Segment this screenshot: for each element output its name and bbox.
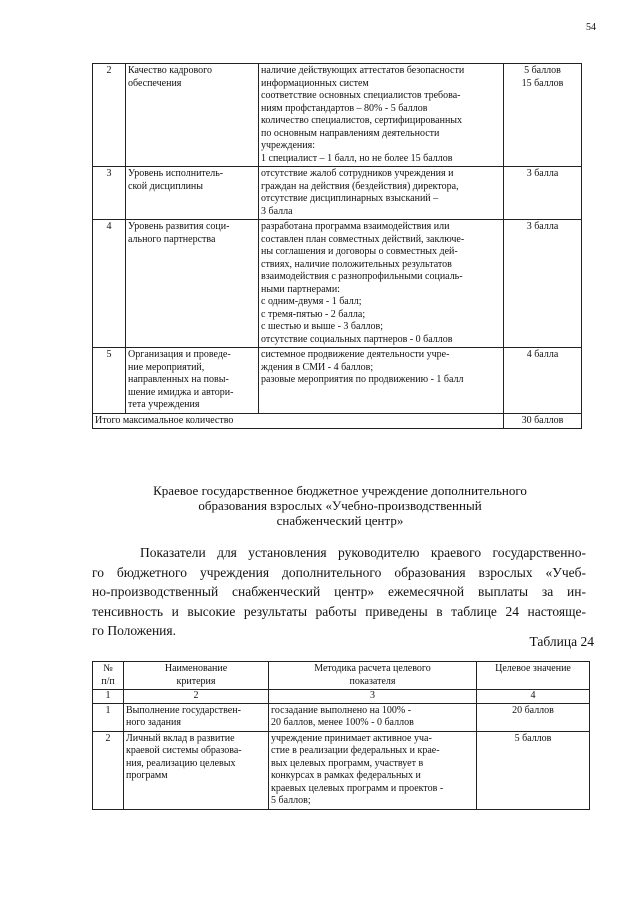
cell-line: 4 балла: [526, 349, 559, 360]
cell-line: стие в реализации федеральных и крае-: [271, 745, 440, 756]
method-cell: [269, 731, 477, 809]
cell-line: 15 баллов: [521, 77, 564, 89]
cell-line: ствиях, наличие положительных результатов: [261, 258, 452, 270]
cell-line: Уровень развития соци-: [128, 221, 230, 232]
row-number: [93, 167, 126, 220]
heading-line: снабженческий центр»: [276, 513, 404, 528]
column-number: [93, 690, 124, 704]
cell-line: отсутствие жалоб сотрудников учреждения и: [261, 168, 454, 179]
cell-line: госзадание выполнено на 100% -: [271, 704, 412, 716]
total-row: [93, 413, 582, 429]
cell-line: Наименование: [164, 663, 228, 674]
cell-line: ской дисциплины: [128, 180, 203, 192]
criteria-table-24-body: [93, 662, 590, 810]
cell-line: п/п: [101, 675, 115, 687]
cell-line: Организация и проведе-: [128, 349, 231, 360]
method-cell: [259, 220, 504, 348]
cell-line: Целевое значение: [495, 663, 571, 674]
cell-line: ниям профстандартов – 80% - 5 баллов: [261, 102, 428, 114]
cell-line: 2: [106, 65, 112, 76]
cell-line: шение имиджа и автори-: [128, 386, 234, 398]
column-number-row: [93, 690, 590, 704]
cell-line: 2: [193, 690, 199, 701]
table-row: [93, 64, 582, 167]
table-row: [93, 731, 590, 809]
total-value: [504, 413, 582, 429]
cell-line: 3 балла: [526, 221, 559, 232]
cell-line: тета учреждения: [128, 399, 200, 410]
cell-line: соответствие основных специалистов требова-: [261, 90, 461, 101]
score-cell: [504, 220, 582, 348]
cell-line: 5 баллов: [514, 732, 552, 744]
row-number: [93, 703, 124, 731]
page-number: 54: [586, 22, 596, 33]
cell-line: 20 баллов: [512, 704, 554, 716]
criterion-cell: [126, 348, 259, 414]
table-row: [93, 703, 590, 731]
score-cell: [504, 64, 582, 167]
cell-line: критерия: [176, 675, 216, 687]
cell-line: Личный вклад в развитие: [126, 732, 235, 744]
method-cell: [269, 703, 477, 731]
cell-line: отсутствие социальных партнеров - 0 баллов: [261, 333, 453, 345]
cell-line: конкурсах в рамках федеральных и: [271, 770, 421, 781]
cell-line: разовые мероприятия по продвижению - 1 балл: [261, 374, 464, 385]
criterion-cell: [124, 703, 269, 731]
column-number: [477, 690, 590, 704]
method-cell: [259, 167, 504, 220]
header-num: [93, 662, 124, 690]
score-cell: [504, 348, 582, 414]
column-number: [269, 690, 477, 704]
criterion-cell: [126, 220, 259, 348]
criteria-table-24: [92, 661, 590, 810]
cell-line: Уровень исполнитель-: [128, 168, 224, 179]
table-caption: Таблица 24: [529, 634, 594, 649]
table-row: [93, 167, 582, 220]
cell-line: 5 баллов: [524, 65, 561, 76]
cell-line: 2: [105, 732, 111, 744]
cell-line: направленных на повы-: [128, 374, 229, 385]
cell-line: Качество кадрового: [128, 65, 212, 76]
score-cell: [504, 167, 582, 220]
cell-line: ния, реализацию целевых: [126, 757, 236, 769]
cell-line: по основным направлениям деятельности: [261, 127, 440, 139]
cell-line: 1 специалист – 1 балл, но не более 15 баллов: [261, 152, 453, 164]
cell-line: учреждения:: [261, 140, 315, 151]
score-cell: [477, 731, 590, 809]
cell-line: системное продвижение деятельности учре-: [261, 349, 450, 360]
cell-line: Итого максимальное количество: [95, 414, 234, 426]
cell-line: составлен план совместных действий, заключе-: [261, 233, 465, 245]
heading-line: Краевое государственное бюджетное учреждение дополнительного: [153, 484, 527, 498]
header-method: [269, 662, 477, 690]
cell-line: 20 баллов, менее 100% - 0 баллов: [271, 717, 414, 728]
table-row: [93, 348, 582, 414]
cell-line: наличие действующих аттестатов безопасности: [261, 65, 465, 76]
cell-line: обеспечения: [128, 77, 182, 89]
criteria-table-continued: [92, 63, 582, 429]
cell-line: учреждение принимает активное уча-: [271, 732, 432, 744]
cell-line: ние мероприятий,: [128, 361, 205, 373]
criterion-cell: [126, 64, 259, 167]
total-label: [93, 413, 504, 429]
cell-line: 3: [106, 168, 112, 179]
score-cell: [477, 703, 590, 731]
paragraph-line: го бюджетного учреждения дополнительного образования взрослых «Учеб-: [92, 564, 586, 580]
cell-line: ждения в СМИ - 4 баллов;: [261, 361, 374, 373]
cell-line: ального партнерства: [128, 233, 216, 245]
cell-line: разработана программа взаимодействия или: [261, 221, 450, 232]
cell-line: 1: [105, 704, 111, 716]
cell-line: №: [103, 663, 113, 674]
paragraph-line: Показатели для установления руководителю краевого государственно-: [140, 545, 586, 560]
body-paragraph: [92, 543, 586, 641]
cell-line: с тремя-пятью - 2 балла;: [261, 308, 366, 320]
column-number: [124, 690, 269, 704]
cell-line: с шестью и выше - 3 баллов;: [261, 321, 384, 332]
header-score: [477, 662, 590, 690]
header-criterion: [124, 662, 269, 690]
cell-line: с одним-двумя - 1 балл;: [261, 296, 362, 307]
cell-line: краевых целевых программ и проектов -: [271, 782, 444, 794]
cell-line: 1: [105, 690, 111, 701]
cell-line: взаимодействия с разнопрофильными социаль-: [261, 271, 463, 282]
cell-line: Выполнение государствен-: [126, 704, 241, 716]
cell-line: вых целевых программ, участвует в: [271, 757, 424, 769]
cell-line: программ: [126, 770, 168, 781]
cell-line: количество специалистов, сертифицированных: [261, 115, 463, 126]
criteria-table-body: [93, 64, 582, 429]
table-row: [93, 220, 582, 348]
method-cell: [259, 64, 504, 167]
criterion-cell: [126, 167, 259, 220]
criterion-cell: [124, 731, 269, 809]
cell-line: информационных систем: [261, 77, 369, 89]
row-number: [93, 348, 126, 414]
method-cell: [259, 348, 504, 414]
paragraph-line: тенсивность и высокие результаты работы приведены в таблице 24 настояще-: [92, 603, 586, 619]
cell-line: ными партнерами:: [261, 283, 340, 295]
row-number: [93, 220, 126, 348]
row-number: [93, 731, 124, 809]
cell-line: 3: [370, 690, 375, 701]
cell-line: 30 баллов: [521, 414, 564, 426]
cell-line: 5: [106, 349, 112, 360]
paragraph-line: но-производственный снабженческий центр» ежемесячной выплаты за ин-: [92, 584, 586, 600]
cell-line: краевой системы образова-: [126, 745, 242, 756]
cell-line: граждан на действия (бездействия) директора,: [261, 180, 459, 192]
cell-line: показателя: [349, 675, 396, 687]
cell-line: 3 балла: [261, 205, 293, 217]
cell-line: Методика расчета целевого: [314, 663, 431, 674]
cell-line: 5 баллов;: [271, 795, 311, 806]
institution-heading: [100, 484, 580, 529]
cell-line: 4: [106, 221, 112, 232]
cell-line: ного задания: [126, 717, 181, 728]
cell-line: отсутствие дисциплинарных взысканий –: [261, 193, 439, 204]
table-header-row: [93, 662, 590, 690]
cell-line: ны соглашения и договоры о совместных дей-: [261, 246, 458, 257]
cell-line: 4: [530, 690, 536, 701]
paragraph-line: го Положения.: [92, 623, 176, 639]
cell-line: 3 балла: [526, 168, 559, 179]
row-number: [93, 64, 126, 167]
heading-line: образования взрослых «Учебно-производственный: [198, 498, 482, 513]
